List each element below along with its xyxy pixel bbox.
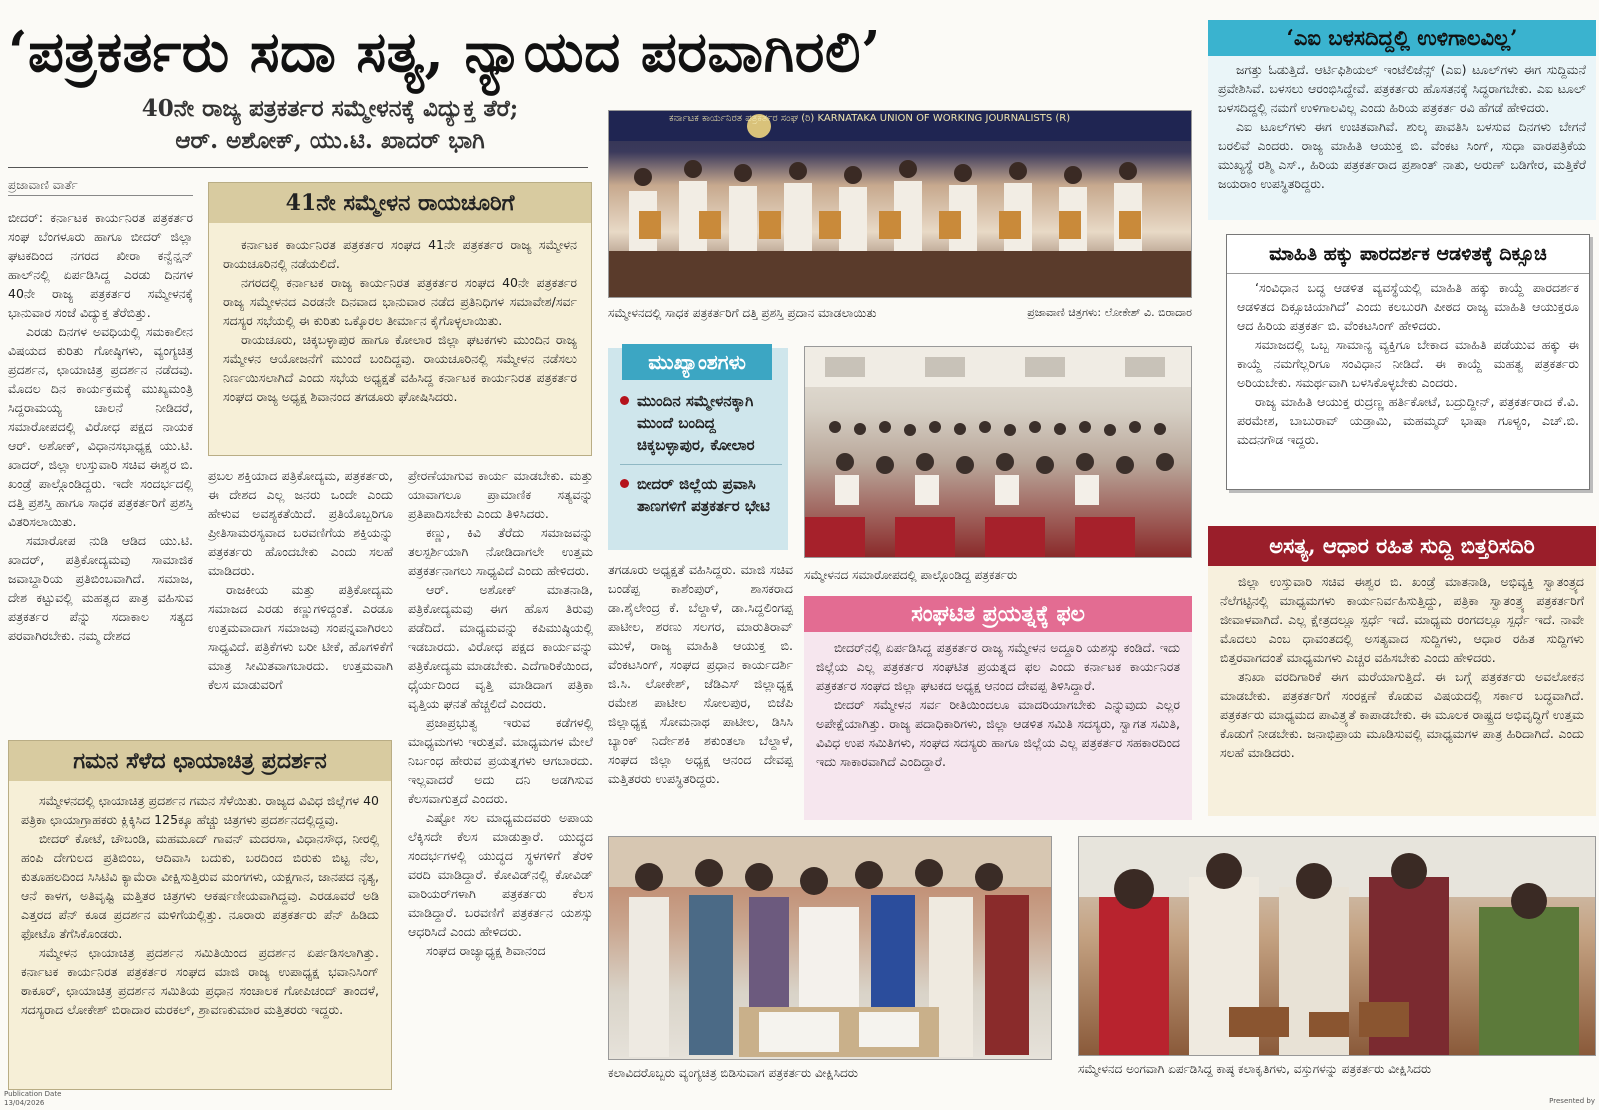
- photo-award-banner-text: ಕರ್ನಾಟಕ ಕಾರ್ಯನಿರತ ಪತ್ರಕರ್ತರ ಸಂಘ (ರಿ) KARNATAKA UNION OF WORKING JOURNALISTS (R): [669, 113, 1071, 124]
- photo-cartoon-caption: ಕಲಾವಿದರೊಬ್ಬರು ವ್ಯಂಗ್ಯಚಿತ್ರ ಬಿಡಿಸುವಾಗ ಪತ್ರಕರ್ತರು ವೀಕ್ಷಿಸಿದರು: [608, 1066, 858, 1080]
- lead-paragraph-3: ಸಮಾರೋಪ ನುಡಿ ಆಡಿದ ಯು.ಟಿ. ಖಾದರ್, ಪತ್ರಿಕೋದ್ಯಮವು ಸಾಮಾಜಿಕ ಜವಾಬ್ದಾರಿಯ ಪ್ರತಿಬಿಂಬವಾಗಿದೆ. ಸಮಾಜ, ದೇಶ ಕಟ್ಟುವಲ್ಲಿ ಮಹತ್ವದ ಪಾತ್ರ ವಹಿಸುವ ಪತ್ರಕರ್ತರ ಪೆನ್ನು ಸದಾಕಾಲ ಸತ್ಯದ ಪರವಾಗಿರಬೇಕು. ನಮ್ಮ ದೇಶದ: [8, 533, 193, 643]
- col3-paragraph-4: ಪ್ರಜಾಪ್ರಭುತ್ವ ಇರುವ ಕಡೆಗಳಲ್ಲಿ ಮಾಧ್ಯಮಗಳು ಇರುತ್ತವೆ. ಮಾಧ್ಯಮಗಳ ಮೇಲೆ ನಿರ್ಬಂಧ ಹೇರುವ ಪ್ರಯತ್ನಗಳು ಆಗಬಾರದು. ಇಲ್ಲವಾದರೆ ಅದು ದನಿ ಅಡಗಿಸುವ ಕೆಲಸವಾಗುತ್ತದೆ ಎಂದರು.: [408, 715, 593, 806]
- box-sanghatita: [804, 596, 1192, 820]
- box-41st-paragraph-3: ರಾಯಚೂರು, ಚಿಕ್ಕಬಳ್ಳಾಪುರ ಹಾಗೂ ಕೋಲಾರ ಜಿಲ್ಲಾ ಘಟಕಗಳು ಮುಂದಿನ ರಾಜ್ಯ ಸಮ್ಮೇಳನ ಆಯೋಜನೆಗೆ ಮುಂದೆ ಬಂದಿದ್ದವು. ರಾಯಚೂರಿನಲ್ಲಿ ಸಮ್ಮೇಳನ ನಡೆಸಲು ನಿರ್ಣಯಿಸಲಾಗಿದೆ ಎಂದು ಸಭೆಯ ಅಧ್ಯಕ್ಷತೆ ವಹಿಸಿದ್ದ ಕರ್ನಾಟಕ ಕಾರ್ಯನಿರತ ಪತ್ರಕರ್ತರ ಸಂಘದ ರಾಜ್ಯ ಅಧ್ಯಕ್ಷ ಶಿವಾನಂದ ತಗಡೂರು ಘೋಷಿಸಿದರು.: [223, 332, 577, 404]
- box-photo-exhibition-paragraph-3: ಸಮ್ಮೇಳನ ಛಾಯಾಚಿತ್ರ ಪ್ರದರ್ಶನ ಸಮಿತಿಯಿಂದ ಪ್ರದರ್ಶನ ಏರ್ಪಡಿಸಲಾಗಿತ್ತು. ಕರ್ನಾಟಕ ಕಾರ್ಯನಿರತ ಪತ್ರಕರ್ತರ ಸಂಘದ ಮಾಜಿ ರಾಜ್ಯ ಉಪಾಧ್ಯಕ್ಷ ಭವಾನಿಸಿಂಗ್ ಠಾಕೂರ್, ಛಾಯಾಚಿತ್ರ ಪ್ರದರ್ಶನ ಸಮಿತಿಯ ಪ್ರಧಾನ ಸಂಚಾಲಕ ಗೋಪಿಚಂದ್ ತಾಂದಳೆ, ಸದಸ್ಯರಾದ ಲೋಕೇಶ್ ಬಿರಾದಾರ ಮರಕಲ್, ಶ್ರಾವಣಕುಮಾರ ಮತ್ತಿತರರು ಇದ್ದರು.: [21, 945, 379, 1017]
- box-mahiti-title: ಮಾಹಿತಿ ಹಕ್ಕು ಪಾರದರ್ಶಕ ಆಡಳಿತಕ್ಕೆ ದಿಕ್ಸೂಚಿ: [1227, 235, 1589, 274]
- photo-wood-crafts: [1078, 836, 1596, 1056]
- box-ai-paragraph-1: ಜಗತ್ತು ಓಡುತ್ತಿದೆ. ಆರ್ಟಿಫಿಶಿಯಲ್ ಇಂಟೆಲಿಜೆನ್ಸ್ (ಎಐ) ಟೂಲ್‌ಗಳು ಈಗ ಸುದ್ದಿಮನೆ ಪ್ರವೇಶಿಸಿವೆ. ಬಳಸಲು ಆರಂಭಿಸಿದ್ದೇವೆ. ಪತ್ರಕರ್ತರು ಹೊಸತನಕ್ಕೆ ಸಿದ್ಧರಾಗಬೇಕು. ಎಐ ಟೂಲ್ ಬಳಸದಿದ್ದಲ್ಲಿ ನಮಗೆ ಉಳಿಗಾಲವಿಲ್ಲ ಎಂದು ಹಿರಿಯ ಪತ್ರಕರ್ತ ರವಿ ಹೆಗಡೆ ಹೇಳಿದರು.: [1218, 62, 1586, 115]
- box-mahiti: [1226, 234, 1590, 490]
- box-photo-exhibition: [8, 740, 392, 1090]
- byline: ಪ್ರಜಾವಾಣಿ ವಾರ್ತೆ: [8, 178, 193, 196]
- box-asatya: [1208, 526, 1596, 816]
- highlights-box: [608, 348, 788, 550]
- highlights-item-1: ಮುಂದಿನ ಸಮ್ಮೇಳನಕ್ಕಾಗಿ ಮುಂದೆ ಬಂದಿದ್ದ ಚಿಕ್ಕಬಳ್ಳಾಪುರ, ಕೋಲಾರ: [620, 390, 782, 456]
- box-ai: [1208, 20, 1596, 220]
- article-column-2: [208, 466, 393, 738]
- article-column-3: [408, 466, 593, 1091]
- box-asatya-paragraph-1: ಜಿಲ್ಲಾ ಉಸ್ತುವಾರಿ ಸಚಿವ ಈಶ್ವರ ಬಿ. ಖಂಡ್ರೆ ಮಾತನಾಡಿ, ಅಭಿವ್ಯಕ್ತಿ ಸ್ವಾತಂತ್ರ್ಯದ ನೆಲೆಗಟ್ಟಿನಲ್ಲಿ ಮಾಧ್ಯಮಗಳು ಕಾರ್ಯನಿರ್ವಹಿಸುತ್ತಿದ್ದು, ಪತ್ರಿಕಾ ಸ್ವಾತಂತ್ರ್ಯ ಪತ್ರಕರ್ತರಿಗೆ ಜೀವಾಳವಾಗಿದೆ. ಎಲ್ಲ ಕ್ಷೇತ್ರದಲ್ಲೂ ಸ್ಪರ್ಧೆ ಇದೆ. ಮಾಧ್ಯಮ ರಂಗದಲ್ಲೂ ಸ್ಪರ್ಧೆ ಇದೆ. ನಾವೇ ಮೊದಲು ಎಂಬ ಧಾವಂತದಲ್ಲಿ ಅಸತ್ಯವಾದ ಸುದ್ದಿಗಳು, ಆಧಾರ ರಹಿತ ಸುದ್ದಿಗಳು ಬಿತ್ತರವಾಗದಂತೆ ಮಾಧ್ಯಮಗಳು ಎಚ್ಚರ ವಹಿಸಬೇಕು ಎಂದು ಹೇಳಿದರು.: [1220, 574, 1584, 665]
- lead-column: [8, 208, 193, 728]
- box-41st-title: 41ನೇ ಸಮ್ಮೇಳನ ರಾಯಚೂರಿಗೆ: [209, 183, 591, 223]
- highlights-title: ಮುಖ್ಯಾಂಶಗಳು: [622, 344, 772, 380]
- photo-award-caption: ಸಮ್ಮೇಳನದಲ್ಲಿ ಸಾಧಕ ಪತ್ರಕರ್ತರಿಗೆ ದತ್ತಿ ಪ್ರಶಸ್ತಿ ಪ್ರದಾನ ಮಾಡಲಾಯಿತು: [608, 306, 877, 320]
- photo-cartoon-drawing: [608, 836, 1052, 1060]
- box-ai-paragraph-2: ಎಐ ಟೂಲ್‌ಗಳು ಈಗ ಉಚಿತವಾಗಿವೆ. ಶುಲ್ಕ ಪಾವತಿಸಿ ಬಳಸುವ ದಿನಗಳು ಬೇಗನೆ ಬರಲಿವೆ ಎಂದರು. ರಾಜ್ಯ ಮಾಹಿತಿ ಆಯುಕ್ತ ಬಿ. ವೆಂಕಟ ಸಿಂಗ್, ಸುಧಾ ವಾರಪತ್ರಿಕೆಯ ಮುಖ್ಯಸ್ಥೆ ರಶ್ಮಿ ಎಸ್., ಹಿರಿಯ ಪತ್ರಕರ್ತರಾದ ಪ್ರಶಾಂತ್ ನಾತು, ಅರುಣ್ ಬಡಿಗೇರ, ಮತ್ತಿಕೆರೆ ಜಯರಾಂ ಉಪಸ್ಥಿತರಿದ್ದರು.: [1218, 119, 1586, 191]
- box-41st-paragraph-1: ಕರ್ನಾಟಕ ಕಾರ್ಯನಿರತ ಪತ್ರಕರ್ತರ ಸಂಘದ 41ನೇ ಪತ್ರಕರ್ತರ ರಾಜ್ಯ ಸಮ್ಮೇಳನ ರಾಯಚೂರಿನಲ್ಲಿ ನಡೆಯಲಿದೆ.: [223, 237, 577, 271]
- col3-paragraph-1: ಪ್ರೇರಣೆಯಾಗುವ ಕಾರ್ಯ ಮಾಡಬೇಕು. ಮತ್ತು ಯಾವಾಗಲೂ ಪ್ರಾಮಾಣಿಕ ಸತ್ಯವನ್ನು ಪ್ರತಿಪಾದಿಸಬೇಕು ಎಂದು ತಿಳಿಸಿದರು.: [408, 468, 593, 521]
- col2-paragraph-1: ಪ್ರಬಲ ಶಕ್ತಿಯಾದ ಪತ್ರಿಕೋದ್ಯಮ, ಪತ್ರಕರ್ತರು, ಈ ದೇಶದ ಎಲ್ಲ ಜನರು ಒಂದೇ ಎಂದು ಹೇಳುವ ಅವಶ್ಯಕತೆಯಿದೆ. ಪ್ರತಿಯೊಬ್ಬರಿಗೂ ಪ್ರೀತಿಸಾಮರಸ್ಯವಾದ ಬರವಣಿಗೆಯ ಶಕ್ತಿಯನ್ನು ಪತ್ರಕರ್ತರು ಹೊಂದಬೇಕು ಎಂದು ಸಲಹೆ ಮಾಡಿದರು.: [208, 468, 393, 578]
- box-41st-conference: [208, 182, 592, 456]
- box-photo-exhibition-paragraph-2: ಬೀದರ್ ಕೋಟೆ, ಚೌಬಂಡಿ, ಮಹಮೂದ್ ಗಾವನ್ ಮದರಸಾ, ವಿಧಾನಸೌಧ, ನೀರಲ್ಲಿ ಹಂಪಿ ದೇಗುಲದ ಪ್ರತಿಬಿಂಬ, ಆದಿವಾಸಿ ಬದುಕು, ಬರದಿಂದ ಬಿರುಕು ಬಿಟ್ಟ ನೆಲ, ಕುತೂಹಲದಿಂದ ಸಿಸಿಟಿವಿ ಕ್ಯಾಮೆರಾ ವೀಕ್ಷಿಸುತ್ತಿರುವ ಮಂಗಗಳು, ಯಕ್ಷಗಾನ, ಜಾನಪದ ನೃತ್ಯ, ಆನೆ ಕಾಳಗ, ಅತಿವೃಷ್ಟಿ ಮತ್ತಿತರ ಚಿತ್ರಗಳು ಆಕರ್ಷಣೀಯವಾಗಿದ್ದವು. ಎರಡೂವರೆ ಅಡಿ ಎತ್ತರದ ಪೆನ್ ಕೂಡ ಪ್ರದರ್ಶನ ಮಳಿಗೆಯಲ್ಲಿತ್ತು. ನೂರಾರು ಪತ್ರಕರ್ತರು ಪೆನ್ ಹಿಡಿದು ಫೋಟೊ ತೆಗೆಸಿಕೊಂಡರು.: [21, 831, 379, 941]
- box-mahiti-paragraph-3: ರಾಜ್ಯ ಮಾಹಿತಿ ಆಯುಕ್ತ ರುದ್ರಣ್ಣ ಹರ್ತಿಕೋಟೆ, ಬದ್ರುದ್ದೀನ್, ಪತ್ರಕರ್ತರಾದ ಕೆ.ವಿ. ಪರಮೇಶ, ಬಾಬುರಾವ್ ಯಡ್ರಾಮಿ, ಮಹಮ್ಮದ್ ಭಾಷಾ ಗೂಳ್ಯಂ, ಎಚ್.ಬಿ. ಮದನಗೌಡ ಇದ್ದರು.: [1237, 394, 1579, 447]
- highlights-item-2: ಬೀದರ್ ಜಿಲ್ಲೆಯ ಪ್ರವಾಸಿ ತಾಣಗಳಿಗೆ ಪತ್ರಕರ್ತರ ಭೇಟಿ: [620, 473, 782, 517]
- col3-paragraph-5: ಎಷ್ಟೋ ಸಲ ಮಾಧ್ಯಮದವರು ಅಪಾಯ ಲೆಕ್ಕಿಸದೇ ಕೆಲಸ ಮಾಡುತ್ತಾರೆ. ಯುದ್ಧದ ಸಂದರ್ಭಗಳಲ್ಲಿ ಯುದ್ಧದ ಸ್ಥಳಗಳಿಗೆ ತೆರಳಿ ವರದಿ ಮಾಡಿದ್ದಾರೆ. ಕೋವಿಡ್‌ನಲ್ಲಿ ಕೋವಿಡ್ ವಾರಿಯರ್‌ಗಳಾಗಿ ಪತ್ರಕರ್ತರು ಕೆಲಸ ಮಾಡಿದ್ದಾರೆ. ಬರವಣಿಗೆ ಪತ್ರಕರ್ತನ ಯಶಸ್ಸು ಆಧರಿಸಿದೆ ಎಂದು ಹೇಳಿದರು.: [408, 810, 593, 939]
- publication-date-label: Publication Date: [4, 1090, 62, 1098]
- photo-wood-crafts-caption: ಸಮ್ಮೇಳನದ ಅಂಗವಾಗಿ ಏರ್ಪಡಿಸಿದ್ದ ಕಾಷ್ಠ ಕಲಾಕೃತಿಗಳು, ವಸ್ತುಗಳನ್ನು ಪತ್ರಕರ್ತರು ವೀಕ್ಷಿಸಿದರು: [1078, 1062, 1432, 1076]
- box-sanghatita-paragraph-1: ಬೀದರ್‌ನಲ್ಲಿ ಏರ್ಪಡಿಸಿದ್ದ ಪತ್ರಕರ್ತರ ರಾಜ್ಯ ಸಮ್ಮೇಳನ ಅದ್ದೂರಿ ಯಶಸ್ಸು ಕಂಡಿದೆ. ಇದು ಜಿಲ್ಲೆಯ ಎಲ್ಲ ಪತ್ರಕರ್ತರ ಸಂಘಟಿತ ಪ್ರಯತ್ನದ ಫಲ ಎಂದು ಕರ್ನಾಟಕ ಕಾರ್ಯನಿರತ ಪತ್ರಕರ್ತರ ಸಂಘದ ಜಿಲ್ಲಾ ಘಟಕದ ಅಧ್ಯಕ್ಷ ಆನಂದ ದೇವಪ್ಪ ತಿಳಿಸಿದ್ದಾರೆ.: [816, 640, 1180, 693]
- headline: ‘ಪತ್ರಕರ್ತರು ಸದಾ ಸತ್ಯ, ನ್ಯಾಯದ ಪರವಾಗಿರಲಿ’: [8, 19, 881, 85]
- subhead-line1: 40ನೇ ರಾಜ್ಯ ಪತ್ರಕರ್ತರ ಸಮ್ಮೇಳನಕ್ಕೆ ವಿದ್ಯುಕ್ತ ತೆರೆ;: [141, 95, 519, 122]
- col3-paragraph-3: ಆರ್. ಅಶೋಕ್ ಮಾತನಾಡಿ, ಪತ್ರಿಕೋದ್ಯಮವು ಈಗ ಹೊಸ ತಿರುವು ಪಡೆದಿದೆ. ಮಾಧ್ಯಮವನ್ನು ಕಪಿಮುಷ್ಠಿಯಲ್ಲಿ ಇಡಬಾರದು. ವಿರೋಧ ಪಕ್ಷದ ಕಾರ್ಯವನ್ನು ಪತ್ರಿಕೋದ್ಯಮ ಮಾಡಬೇಕು. ಎದೆಗಾರಿಕೆಯಿಂದ, ಧೈರ್ಯದಿಂದ ವೃತ್ತಿ ಮಾಡಿದಾಗ ಪತ್ರಿಕಾ ವೃತ್ತಿಯ ಘನತೆ ಹೆಚ್ಚಲಿದೆ ಎಂದರು.: [408, 582, 593, 711]
- lead-paragraph-2: ಎರಡು ದಿನಗಳ ಅವಧಿಯಲ್ಲಿ ಸಮಕಾಲೀನ ವಿಷಯದ ಕುರಿತು ಗೋಷ್ಠಿಗಳು, ವ್ಯಂಗ್ಯಚಿತ್ರ ಪ್ರದರ್ಶನ, ಛಾಯಾಚಿತ್ರ ಪ್ರದರ್ಶನ ನಡೆದವು. ಮೊದಲ ದಿನ ಕಾರ್ಯಕ್ರಮಕ್ಕೆ ಮುಖ್ಯಮಂತ್ರಿ ಸಿದ್ದರಾಮಯ್ಯ ಚಾಲನೆ ನೀಡಿದರೆ, ಸಮಾರೋಪದಲ್ಲಿ ವಿರೋಧ ಪಕ್ಷದ ನಾಯಕ ಆರ್. ಅಶೋಕ್, ವಿಧಾನಸಭಾಧ್ಯಕ್ಷ ಯು.ಟಿ. ಖಾದರ್, ಜಿಲ್ಲಾ ಉಸ್ತುವಾರಿ ಸಚಿವ ಈಶ್ವರ ಬಿ. ಖಂಡ್ರೆ ಪಾಲ್ಗೊಂಡಿದ್ದರು. ಇದೇ ಸಂದರ್ಭದಲ್ಲಿ ದತ್ತಿ ಪ್ರಶಸ್ತಿ ಹಾಗೂ ಸಾಧಕ ಪತ್ರಕರ್ತರಿಗೆ ಪ್ರಶಸ್ತಿ ವಿತರಿಸಲಾಯಿತು.: [8, 324, 193, 529]
- photo-audience-caption: ಸಮ್ಮೇಳನದ ಸಮಾರೋಪದಲ್ಲಿ ಪಾಲ್ಗೊಂಡಿದ್ದ ಪತ್ರಕರ್ತರು: [804, 568, 1018, 582]
- box-asatya-paragraph-2: ತನಿಖಾ ವರದಿಗಾರಿಕೆ ಈಗ ಮರೆಯಾಗುತ್ತಿದೆ. ಈ ಬಗ್ಗೆ ಪತ್ರಕರ್ತರು ಅವಲೋಕನ ಮಾಡಬೇಕು. ಪತ್ರಕರ್ತರಿಗೆ ಸಂರಕ್ಷಣೆ ಕೊಡುವ ವಿಷಯದಲ್ಲಿ ಸರ್ಕಾರ ಬದ್ಧವಾಗಿದೆ. ಪತ್ರಕರ್ತರು ಮಾಧ್ಯಮದ ಪಾವಿತ್ರ್ಯತೆ ಕಾಪಾಡಬೇಕು. ಈ ಮೂಲಕ ರಾಷ್ಟ್ರದ ಅಭಿವೃದ್ಧಿಗೆ ಉತ್ತಮ ಕೊಡುಗೆ ನೀಡಬೇಕು. ಜನಾಭಿಪ್ರಾಯ ಮೂಡಿಸುವಲ್ಲಿ ಮಾಧ್ಯಮಗಳ ಪಾತ್ರ ಹಿರಿದಾಗಿದೆ. ಎಂದು ಸಲಹೆ ಮಾಡಿದರು.: [1220, 669, 1584, 760]
- article-column-mid: [608, 560, 793, 820]
- box-sanghatita-title: ಸಂಘಟಿತ ಪ್ರಯತ್ನಕ್ಕೆ ಫಲ: [804, 596, 1192, 632]
- box-mahiti-paragraph-1: ‘ಸಂವಿಧಾನ ಬದ್ಧ ಆಡಳಿತ ವ್ಯವಸ್ಥೆಯಲ್ಲಿ ಮಾಹಿತಿ ಹಕ್ಕು ಕಾಯ್ದೆ ಪಾರದರ್ಶಕ ಆಡಳಿತದ ದಿಕ್ಸೂಚಿಯಾಗಿದೆ’ ಎಂದು ಕಲಬುರಗಿ ಪೀಠದ ರಾಜ್ಯ ಮಾಹಿತಿ ಆಯುಕ್ತರೂ ಆದ ಹಿರಿಯ ಪತ್ರಕರ್ತ ಬಿ. ವೆಂಕಟಸಿಂಗ್ ಹೇಳಿದರು.: [1237, 280, 1579, 333]
- box-41st-paragraph-2: ನಗರದಲ್ಲಿ ಕರ್ನಾಟಕ ರಾಜ್ಯ ಕಾರ್ಯನಿರತ ಪತ್ರಕರ್ತರ ಸಂಘದ 40ನೇ ಪತ್ರಕರ್ತರ ರಾಜ್ಯ ಸಮ್ಮೇಳನದ ಎರಡನೇ ದಿನವಾದ ಭಾನುವಾರ ನಡೆದ ಪ್ರತಿನಿಧಿಗಳ ಸಮಾವೇಶ/ಸರ್ವ ಸದಸ್ಯರ ಸಭೆಯಲ್ಲಿ ಈ ಕುರಿತು ಒಕ್ಕೊರಲ ತೀರ್ಮಾನ ಕೈಗೊಳ್ಳಲಾಯಿತು.: [223, 275, 577, 328]
- presented-by: Presented by: [1549, 1097, 1595, 1105]
- photo-credit: ಪ್ರಜಾವಾಣಿ ಚಿತ್ರಗಳು: ಲೋಕೇಶ್ ವಿ. ಬಿರಾದಾರ: [1027, 306, 1192, 319]
- col3-paragraph-6: ಸಂಘದ ರಾಜ್ಯಾಧ್ಯಕ್ಷ ಶಿವಾನಂದ: [426, 943, 546, 958]
- col3-paragraph-2: ಕಣ್ಣು, ಕಿವಿ ತೆರೆದು ಸಮಾಜವನ್ನು ತಲಸ್ಪರ್ಶಿಯಾಗಿ ನೋಡಿದಾಗಲೇ ಉತ್ತಮ ಪತ್ರಕರ್ತನಾಗಲು ಸಾಧ್ಯವಿದೆ ಎಂದು ಹೇಳಿದರು.: [408, 525, 593, 578]
- photo-audience: [804, 346, 1192, 558]
- box-mahiti-paragraph-2: ಸಮಾಜದಲ್ಲಿ ಒಬ್ಬ ಸಾಮಾನ್ಯ ವ್ಯಕ್ತಿಗೂ ಬೇಕಾದ ಮಾಹಿತಿ ಪಡೆಯುವ ಹಕ್ಕು ಈ ಕಾಯ್ದೆ ನಮಗೆಲ್ಲರಿಗೂ ಸಂವಿಧಾನ ನೀಡಿದೆ. ಈ ಕಾಯ್ದೆ ಮಹತ್ವ ಪತ್ರಕರ್ತರು ಅರಿಯಬೇಕು. ಸಮರ್ಥವಾಗಿ ಬಳಸಿಕೊಳ್ಳಬೇಕು ಎಂದರು.: [1237, 337, 1579, 390]
- subhead-line2: ಆರ್‌. ಅಶೋಕ್‌, ಯು.ಟಿ. ಖಾದರ್‌ ಭಾಗಿ: [175, 127, 485, 154]
- col-mid-paragraph: ತಗಡೂರು ಅಧ್ಯಕ್ಷತೆ ವಹಿಸಿದ್ದರು. ಮಾಜಿ ಸಚಿವ ಬಂಡೆಪ್ಪ ಕಾಶೆಂಪುರ್, ಶಾಸಕರಾದ ಡಾ.ಶೈಲೇಂದ್ರ ಕೆ. ಬೆಲ್ದಾಳೆ, ಡಾ.ಸಿದ್ದಲಿಂಗಪ್ಪ ಪಾಟೀಲ, ಶರಣು ಸಲಗರ, ಮಾರುತಿರಾವ್ ಮುಳೆ, ರಾಜ್ಯ ಮಾಹಿತಿ ಆಯುಕ್ತ ಬಿ. ವೆಂಕಟಸಿಂಗ್, ಸಂಘದ ಪ್ರಧಾನ ಕಾರ್ಯದರ್ಶಿ ಜಿ.ಸಿ. ಲೋಕೇಶ್, ಜೆಡಿಎಸ್ ಜಿಲ್ಲಾಧ್ಯಕ್ಷ ರಮೇಶ ಪಾಟೀಲ ಸೋಲಪುರ, ಬಿಜೆಪಿ ಜಿಲ್ಲಾಧ್ಯಕ್ಷ ಸೋಮನಾಥ ಪಾಟೀಲ, ಡಿಸಿಸಿ ಬ್ಯಾಂಕ್ ನಿರ್ದೇಶಕಿ ಶಕುಂತಲಾ ಬೆಲ್ದಾಳೆ, ಸಂಘದ ಜಿಲ್ಲಾ ಅಧ್ಯಕ್ಷ ಆನಂದ ದೇವಪ್ಪ ಮತ್ತಿತರರು ಉಪಸ್ಥಿತರಿದ್ದರು.: [608, 562, 793, 786]
- photo-award-ceremony: [608, 110, 1192, 298]
- col2-paragraph-2: ರಾಜಕೀಯ ಮತ್ತು ಪತ್ರಿಕೋದ್ಯಮ ಸಮಾಜದ ಎರಡು ಕಣ್ಣುಗಳಿದ್ದಂತೆ. ಎರಡೂ ಉತ್ತಮವಾದಾಗ ಸಮಾಜವು ಸಂಪನ್ನವಾಗಿರಲು ಸಾಧ್ಯವಿದೆ. ಪತ್ರಿಕೆಗಳು ಬರೀ ಟೀಕೆ, ಹೊಗಳಿಕೆಗೆ ಮಾತ್ರ ಸೀಮಿತವಾಗಬಾರದು. ಉತ್ತಮವಾಗಿ ಕೆಲಸ ಮಾಡುವರಿಗೆ: [208, 582, 393, 692]
- publication-date: 13/04/2026: [4, 1099, 45, 1107]
- box-photo-exhibition-title: ಗಮನ ಸೆಳೆದ ಛಾಯಾಚಿತ್ರ ಪ್ರದರ್ಶನ: [9, 741, 391, 781]
- box-sanghatita-paragraph-2: ಬೀದರ್ ಸಮ್ಮೇಳನ ಸರ್ವ ರೀತಿಯಿಂದಲೂ ಮಾದರಿಯಾಗಬೇಕು ಎನ್ನುವುದು ಎಲ್ಲರ ಅಪೇಕ್ಷೆಯಾಗಿತ್ತು. ರಾಜ್ಯ ಪದಾಧಿಕಾರಿಗಳು, ಜಿಲ್ಲಾ ಆಡಳಿತ ಸಮಿತಿ ಸದಸ್ಯರು, ಸ್ವಾಗತ ಸಮಿತಿ, ವಿವಿಧ ಉಪ ಸಮಿತಿಗಳು, ಸಂಘದ ಸದಸ್ಯರು ಹಾಗೂ ಜಿಲ್ಲೆಯ ಎಲ್ಲ ಪತ್ರಕರ್ತರ ಸಹಕಾರದಿಂದ ಇದು ಸಾಕಾರವಾಗಿದೆ ಎಂದಿದ್ದಾರೆ.: [816, 697, 1180, 769]
- headline-rule: [8, 167, 588, 168]
- box-photo-exhibition-paragraph-1: ಸಮ್ಮೇಳನದಲ್ಲಿ ಛಾಯಾಚಿತ್ರ ಪ್ರದರ್ಶನ ಗಮನ ಸೆಳೆಯಿತು. ರಾಜ್ಯದ ವಿವಿಧ ಜಿಲ್ಲೆಗಳ 40 ಪತ್ರಿಕಾ ಛಾಯಾಗ್ರಾಹಕರು ಕ್ಲಿಕ್ಕಿಸಿದ 125ಕ್ಕೂ ಹೆಚ್ಚು ಚಿತ್ರಗಳು ಪ್ರದರ್ಶನದಲ್ಲಿದ್ದವು.: [21, 793, 379, 827]
- box-ai-title: ‘ಎಐ ಬಳಸದಿದ್ದಲ್ಲಿ ಉಳಿಗಾಲವಿಲ್ಲ’: [1208, 20, 1596, 56]
- lead-paragraph-1: ಬೀದರ್: ಕರ್ನಾಟಕ ಕಾರ್ಯನಿರತ ಪತ್ರಕರ್ತರ ಸಂಘ ಬೆಂಗಳೂರು ಹಾಗೂ ಬೀದರ್ ಜಿಲ್ಲಾ ಘಟಕದಿಂದ ನಗರದ ಖೀರಾ ಕನ್ವೆನ್ಷನ್ ಹಾಲ್‌ನಲ್ಲಿ ಏರ್ಪಡಿಸಿದ್ದ ಎರಡು ದಿನಗಳ 40ನೇ ರಾಜ್ಯ ಪತ್ರಕರ್ತರ ಸಮ್ಮೇಳನಕ್ಕೆ ಭಾನುವಾರ ಸಂಜೆ ವಿದ್ಯುಕ್ತ ತೆರೆಬಿತ್ತು.: [8, 210, 193, 320]
- box-asatya-title: ಅಸತ್ಯ, ಆಧಾರ ರಹಿತ ಸುದ್ದಿ ಬಿತ್ತರಿಸದಿರಿ: [1208, 526, 1596, 566]
